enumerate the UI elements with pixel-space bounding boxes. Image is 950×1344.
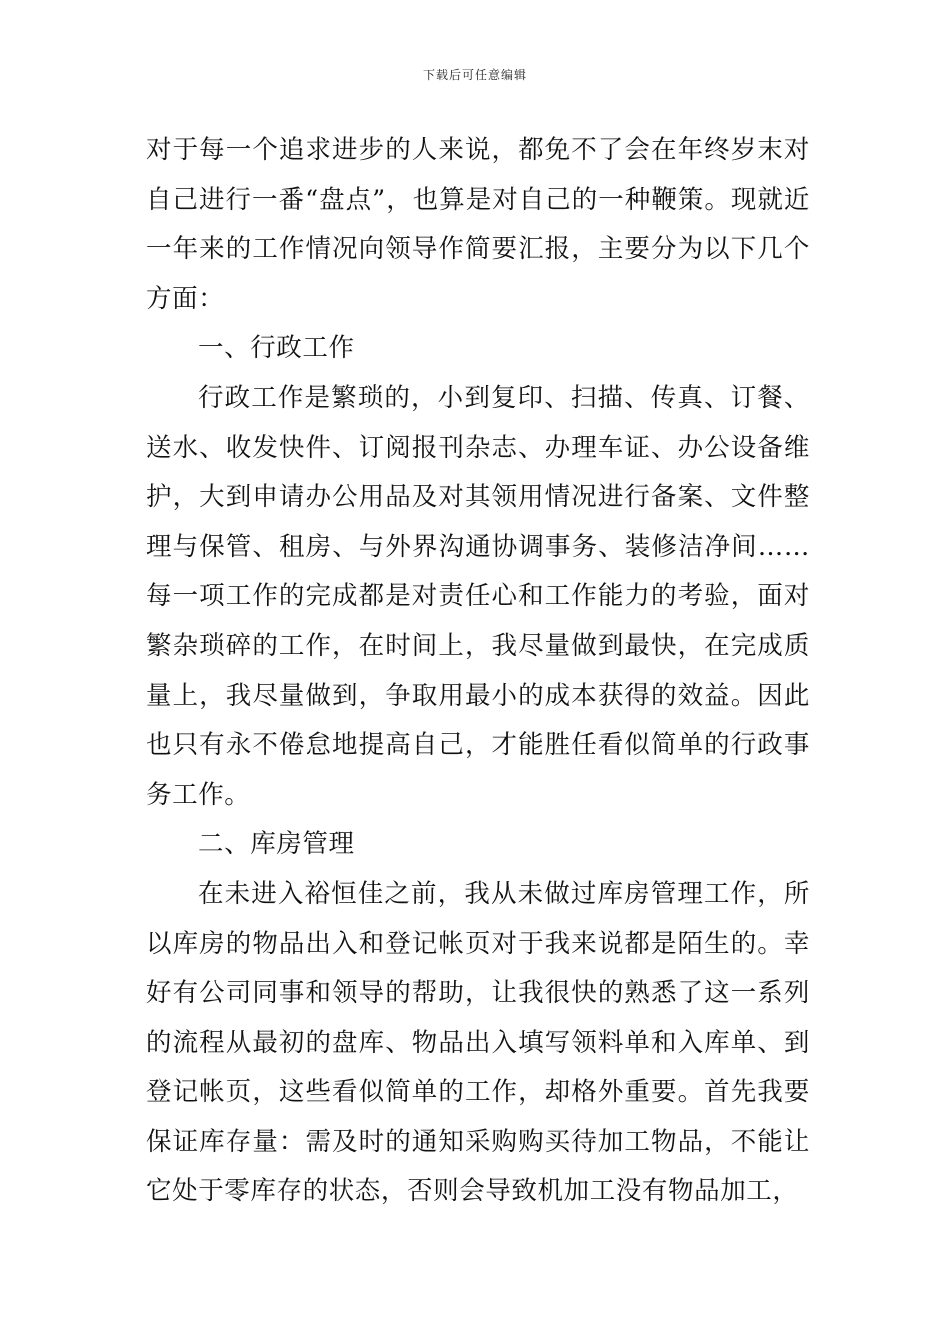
document-body [146, 126, 810, 1217]
section-heading-administration: 一、行政工作 [198, 333, 355, 364]
header-note: 下载后可任意编辑 [422, 68, 527, 82]
intro-paragraph: 对于每一个追求进步的人来说，都免不了会在年终岁末对自己进行一番“盘点”，也算是对自己的一种鞭策。现就近一年来的工作情况向领导作简要汇报，主要分为以下几个方面： [146, 135, 810, 314]
section-heading-warehouse: 二、库房管理 [198, 829, 355, 860]
administration-paragraph: 行政工作是繁琐的，小到复印、扫描、传真、订餐、送水、收发快件、订阅报刊杂志、办理车证、办公设备维护，大到申请办公用品及对其领用情况进行备案、文件整理与保管、租房、与外界沟通协调事务、装修洁净间……每一项工作的完成都是对责任心和工作能力的考验，面对繁杂琐碎的工作，在时间上，我尽量做到最快，在完成质量上，我尽量做到，争取用最小的成本获得的效益。因此也只有永不倦怠地提高自己，才能胜任看似简单的行政事务工作。 [146, 382, 810, 810]
warehouse-paragraph: 在未进入裕恒佳之前，我从未做过库房管理工作，所以库房的物品出入和登记帐页对于我来说都是陌生的。幸好有公司同事和领导的帮助，让我很快的熟悉了这一系列的流程从最初的盘库、物品出入填写领料单和入库单、到登记帐页，这些看似简单的工作，却格外重要。首先我要保证库存量：需及时的通知采购购买待加工物品，不能让它处于零库存的状态，否则会导致机加工没有物品加工， [146, 878, 810, 1207]
